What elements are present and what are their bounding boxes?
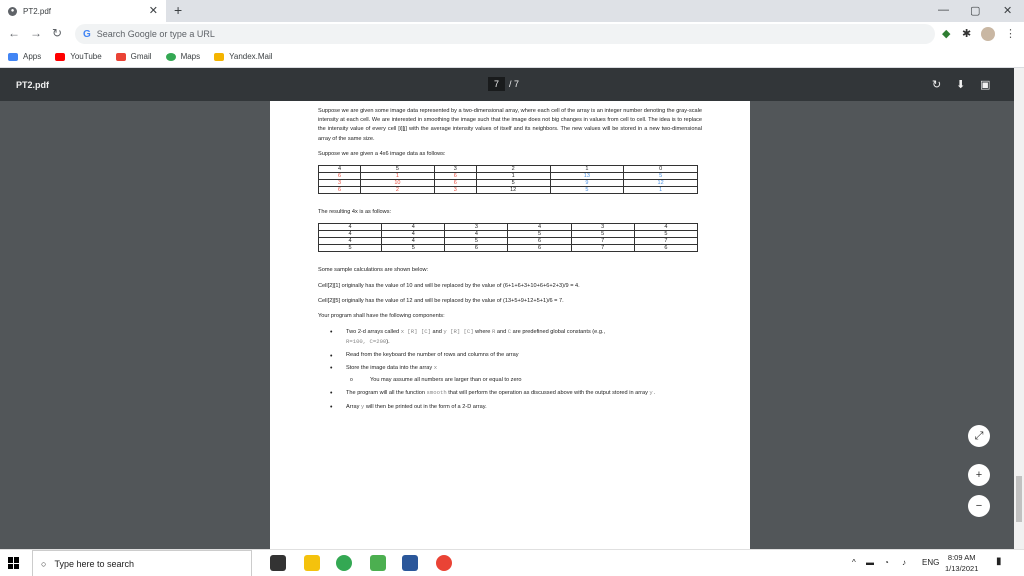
table-cell: 12 bbox=[624, 180, 698, 187]
doc-paragraph: The resulting 4x is as follows: bbox=[318, 209, 392, 216]
clock[interactable]: 8:09 AM 1/13/2021 bbox=[945, 553, 979, 573]
download-icon[interactable]: ⬇ bbox=[956, 79, 966, 91]
doc-paragraph: Some sample calculations are shown below: bbox=[318, 267, 429, 274]
bookmark-apps[interactable]: Apps bbox=[8, 52, 41, 61]
table-cell: 10 bbox=[361, 180, 435, 187]
table-cell: 1 bbox=[550, 166, 624, 173]
table-cell: 5 bbox=[361, 166, 435, 173]
zoom-out-icon[interactable]: − bbox=[968, 495, 990, 517]
bookmark-gmail[interactable]: Gmail bbox=[116, 52, 152, 61]
pdf-scrollbar[interactable] bbox=[1014, 68, 1024, 549]
page-total: / 7 bbox=[509, 79, 520, 89]
table-cell: 4 bbox=[319, 231, 382, 238]
zoom-in-icon[interactable]: + bbox=[968, 464, 990, 486]
omnibox-placeholder: Search Google or type a URL bbox=[96, 29, 215, 39]
new-tab-icon[interactable]: + bbox=[174, 2, 183, 18]
table-row bbox=[319, 173, 698, 180]
table-cell: 5 bbox=[476, 180, 550, 187]
table-row bbox=[319, 180, 698, 187]
table-cell: 4 bbox=[319, 224, 382, 231]
minimize-icon[interactable]: — bbox=[938, 4, 949, 16]
table-cell: 7 bbox=[571, 238, 634, 245]
table-cell: 3 bbox=[571, 224, 634, 231]
table-cell: 4 bbox=[634, 224, 697, 231]
chevron-up-icon[interactable]: ^ bbox=[852, 558, 856, 567]
omnibox[interactable] bbox=[75, 24, 935, 44]
table-row bbox=[319, 238, 698, 245]
table-cell: 5 bbox=[382, 245, 445, 252]
window-close-icon[interactable]: ✕ bbox=[1003, 5, 1013, 17]
table-row bbox=[319, 231, 698, 238]
fit-page-icon[interactable]: ⤢ bbox=[968, 425, 990, 447]
table-cell: 7 bbox=[634, 238, 697, 245]
table-cell: 5 bbox=[571, 231, 634, 238]
list-item: • The program will all the function smooth that will perform the operation as discussed above with the output stored in array y. bbox=[330, 388, 702, 398]
menu-dots-icon[interactable]: ⋮ bbox=[1005, 28, 1016, 40]
doc-paragraph: Suppose we are given a 4x6 image data as follows: bbox=[318, 150, 446, 157]
chrome-icon[interactable] bbox=[336, 555, 352, 571]
table-cell: 3 bbox=[434, 187, 476, 194]
search-placeholder: Type here to search bbox=[54, 558, 134, 569]
table-cell: 6 bbox=[434, 180, 476, 187]
table-cell: 3 bbox=[445, 224, 508, 231]
notification-icon[interactable]: ▮ bbox=[996, 556, 1002, 567]
doc-paragraph: Suppose we are given some image data represented by a two-dimensional array, where each cell of the array is an integer number denoting the gray-scale intensity at each cell. We are interested in smoothing the image such that the image does not big changes in values from cell to cell. The idea is to replace the intensity value of every cell [i][j] with the average intensity values of itself and its neighbors. The new values will be stored in a new two-dimensional array of the same size. bbox=[318, 108, 702, 142]
table-cell: 2 bbox=[476, 166, 550, 173]
table-cell: 4 bbox=[319, 238, 382, 245]
taskbar-search-box[interactable] bbox=[32, 550, 252, 576]
app-icon[interactable] bbox=[370, 555, 386, 571]
table-cell: 4 bbox=[508, 224, 571, 231]
maximize-icon[interactable]: ▢ bbox=[970, 5, 981, 17]
input-image-table bbox=[318, 165, 698, 194]
browser-toolbar bbox=[0, 22, 1024, 46]
list-item: • Array y will then be printed out in the form of a 2-D array. bbox=[330, 402, 702, 412]
youtube-icon bbox=[55, 53, 65, 61]
table-cell: 6 bbox=[434, 173, 476, 180]
table-cell: 4 bbox=[382, 231, 445, 238]
maps-pin-icon bbox=[166, 53, 176, 61]
puzzle-icon[interactable]: ✱ bbox=[962, 28, 972, 40]
components-list bbox=[318, 327, 702, 412]
forward-icon[interactable]: → bbox=[30, 26, 42, 40]
tab-title: PT2.pdf bbox=[23, 6, 52, 16]
pdf-page bbox=[270, 101, 750, 549]
volume-icon[interactable]: ♪ bbox=[902, 558, 906, 567]
table-cell: 5 bbox=[634, 231, 697, 238]
pdf-toolbar bbox=[0, 68, 1024, 101]
table-row bbox=[319, 187, 698, 194]
table-cell: 5 bbox=[508, 231, 571, 238]
back-icon[interactable]: ← bbox=[8, 26, 20, 40]
close-tab-icon[interactable]: ✕ bbox=[148, 5, 158, 17]
yandex-mail-icon bbox=[214, 53, 224, 61]
table-cell: 6 bbox=[508, 238, 571, 245]
bookmark-maps[interactable]: Maps bbox=[166, 52, 201, 61]
table-cell: 5 bbox=[445, 238, 508, 245]
doc-paragraph: Your program shall have the following components: bbox=[318, 312, 445, 319]
table-row bbox=[319, 245, 698, 252]
profile-avatar[interactable] bbox=[981, 27, 995, 41]
task-view-icon[interactable] bbox=[270, 555, 286, 571]
doc-paragraph: Cell[2][1] originally has the value of 10 and will be replaced by the value of (6+1+6+3+10+6+6+2+3)/9 = 4. bbox=[318, 282, 580, 289]
pdf-title: PT2.pdf bbox=[16, 80, 49, 90]
table-cell: 2 bbox=[361, 187, 435, 194]
pdf-viewer[interactable] bbox=[0, 101, 1014, 549]
table-cell: 12 bbox=[476, 187, 550, 194]
table-cell: 5 bbox=[624, 173, 698, 180]
google-icon: G bbox=[83, 28, 91, 40]
list-item: o You may assume all numbers are larger than or equal to zero bbox=[330, 376, 702, 385]
tab-strip bbox=[0, 0, 1024, 22]
table-cell: 0 bbox=[624, 166, 698, 173]
wifi-icon[interactable]: ◔ bbox=[884, 558, 889, 567]
table-cell: 5 bbox=[319, 245, 382, 252]
language-indicator[interactable]: ENG bbox=[922, 558, 940, 567]
table-cell: 4 bbox=[382, 238, 445, 245]
battery-icon[interactable]: ▬ bbox=[866, 558, 874, 567]
print-icon[interactable]: ▣ bbox=[980, 79, 991, 91]
scrollbar-thumb[interactable] bbox=[1016, 476, 1022, 522]
list-item: • Two 2-d arrays called x [R] [C] and y [R] [C] where R and C are predefined global constants (e.g., R=100, C=200). bbox=[330, 327, 702, 347]
result-image-table bbox=[318, 223, 698, 252]
table-cell: 1 bbox=[476, 173, 550, 180]
list-item: • Read from the keyboard the number of rows and columns of the array bbox=[330, 351, 702, 360]
table-cell: 6 bbox=[319, 173, 361, 180]
table-row bbox=[319, 166, 698, 173]
table-cell: 4 bbox=[445, 231, 508, 238]
table-cell: 4 bbox=[382, 224, 445, 231]
table-row bbox=[319, 224, 698, 231]
globe-icon: ● bbox=[8, 7, 17, 16]
table-cell: 3 bbox=[434, 166, 476, 173]
table-cell: 4 bbox=[319, 166, 361, 173]
bookmarks-bar bbox=[0, 46, 1024, 68]
doc-paragraph: Cell[2][5] originally has the value of 12 and will be replaced by the value of (13+5+9+12+5+1)/6 = 7. bbox=[318, 297, 564, 304]
table-cell: 3 bbox=[319, 180, 361, 187]
table-cell: 5 bbox=[550, 187, 624, 194]
table-cell: 7 bbox=[571, 245, 634, 252]
gmail-icon bbox=[116, 53, 126, 61]
search-icon: ○ bbox=[41, 558, 47, 569]
reload-icon[interactable]: ↻ bbox=[52, 26, 63, 40]
windows-taskbar bbox=[0, 549, 1024, 576]
chrome-icon[interactable] bbox=[436, 555, 452, 571]
file-explorer-icon[interactable] bbox=[304, 555, 320, 571]
bookmark-youtube[interactable]: YouTube bbox=[55, 52, 101, 61]
bookmark-yandex-mail[interactable]: Yandex.Mail bbox=[214, 52, 272, 61]
extension-icon[interactable]: ◆ bbox=[942, 28, 951, 40]
table-cell: 6 bbox=[445, 245, 508, 252]
rotate-icon[interactable]: ↻ bbox=[932, 79, 942, 91]
table-cell: 9 bbox=[550, 180, 624, 187]
apps-grid-icon bbox=[8, 53, 18, 61]
page-number-input[interactable]: 7 bbox=[488, 77, 505, 91]
table-cell: 6 bbox=[634, 245, 697, 252]
table-cell: 6 bbox=[508, 245, 571, 252]
word-icon[interactable] bbox=[402, 555, 418, 571]
table-cell: 6 bbox=[319, 187, 361, 194]
windows-start-icon[interactable] bbox=[8, 557, 20, 569]
page-indicator bbox=[488, 77, 519, 91]
table-cell: 1 bbox=[624, 187, 698, 194]
table-cell: 1 bbox=[361, 173, 435, 180]
list-item: • Store the image data into the array x bbox=[330, 363, 702, 373]
browser-tab[interactable] bbox=[0, 0, 166, 22]
table-cell: 13 bbox=[550, 173, 624, 180]
